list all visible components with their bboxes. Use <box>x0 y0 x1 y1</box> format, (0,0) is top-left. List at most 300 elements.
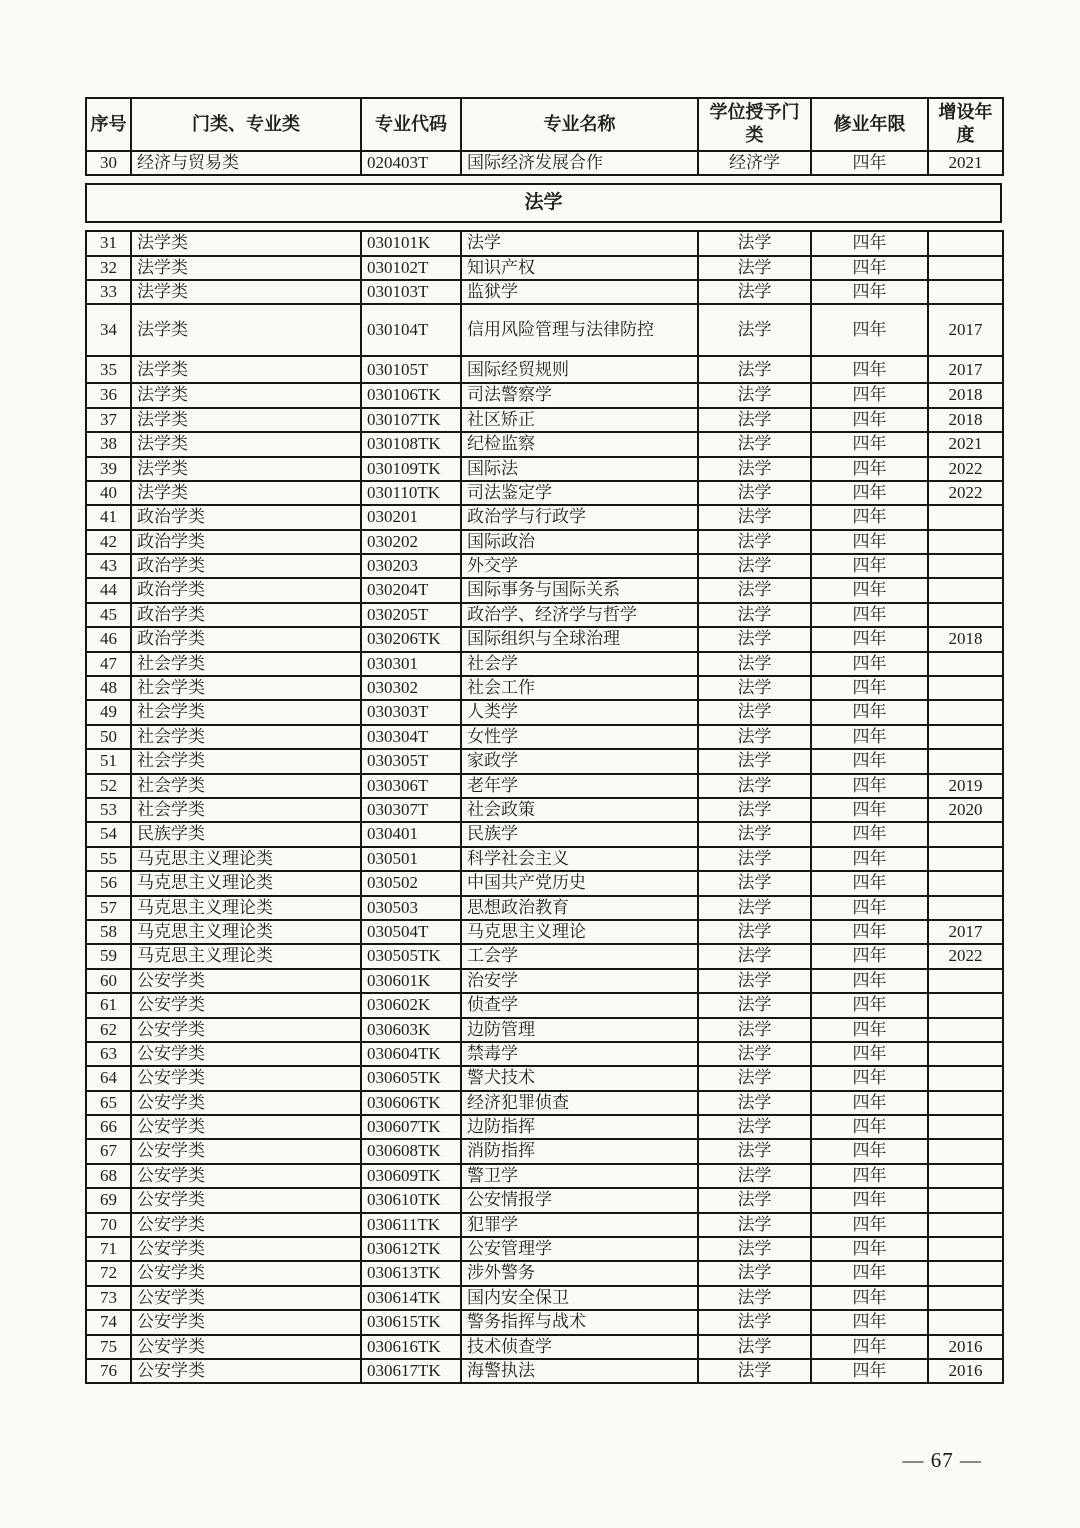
section-header-law: 法学 <box>85 183 1002 223</box>
row-degree: 法学 <box>698 896 811 920</box>
row-category: 政治学类 <box>131 578 361 602</box>
table-row <box>86 1018 1003 1042</box>
row-year-added <box>928 1018 1003 1042</box>
row-degree: 法学 <box>698 652 811 676</box>
row-category: 社会学类 <box>131 725 361 749</box>
row-category: 法学类 <box>131 408 361 432</box>
row-category: 经济与贸易类 <box>131 151 361 175</box>
row-category: 政治学类 <box>131 554 361 578</box>
row-years: 四年 <box>811 1139 928 1163</box>
row-name: 女性学 <box>461 725 698 749</box>
table-row <box>86 1261 1003 1285</box>
row-degree: 法学 <box>698 798 811 822</box>
row-year-added <box>928 578 1003 602</box>
row-year-added <box>928 1213 1003 1237</box>
row-degree: 法学 <box>698 1018 811 1042</box>
row-code: 030304T <box>361 725 461 749</box>
row-code: 030615TK <box>361 1310 461 1334</box>
col-header-code: 专业代码 <box>361 98 461 151</box>
row-number: 57 <box>86 896 131 920</box>
table-row <box>86 457 1003 481</box>
table-row <box>86 603 1003 627</box>
row-code: 030608TK <box>361 1139 461 1163</box>
row-code: 030401 <box>361 822 461 846</box>
row-name: 海警执法 <box>461 1359 698 1383</box>
row-name: 社会学 <box>461 652 698 676</box>
row-degree: 法学 <box>698 749 811 773</box>
row-category: 法学类 <box>131 481 361 505</box>
majors-table-main <box>85 230 1004 1384</box>
row-year-added: 2017 <box>928 920 1003 944</box>
row-year-added <box>928 652 1003 676</box>
table-row <box>86 700 1003 724</box>
row-name: 经济犯罪侦查 <box>461 1091 698 1115</box>
row-degree: 法学 <box>698 280 811 304</box>
table-row <box>86 1188 1003 1212</box>
row-years: 四年 <box>811 603 928 627</box>
table-row <box>86 578 1003 602</box>
row-category: 马克思主义理论类 <box>131 896 361 920</box>
row-code: 030106TK <box>361 383 461 407</box>
row-number: 71 <box>86 1237 131 1261</box>
row-name: 监狱学 <box>461 280 698 304</box>
row-code: 030108TK <box>361 432 461 456</box>
row-name: 警务指挥与战术 <box>461 1310 698 1334</box>
table-row <box>86 1213 1003 1237</box>
row-code: 030614TK <box>361 1286 461 1310</box>
row-years: 四年 <box>811 1018 928 1042</box>
row-degree: 法学 <box>698 847 811 871</box>
row-year-added <box>928 676 1003 700</box>
row-year-added: 2016 <box>928 1359 1003 1383</box>
row-years: 四年 <box>811 993 928 1017</box>
row-years: 四年 <box>811 505 928 529</box>
row-category: 公安学类 <box>131 1261 361 1285</box>
row-years: 四年 <box>811 1237 928 1261</box>
row-years: 四年 <box>811 304 928 356</box>
table-row <box>86 304 1003 356</box>
row-degree: 法学 <box>698 356 811 383</box>
row-code: 030206TK <box>361 627 461 651</box>
row-years: 四年 <box>811 408 928 432</box>
row-year-added <box>928 1188 1003 1212</box>
row-number: 50 <box>86 725 131 749</box>
row-category: 社会学类 <box>131 676 361 700</box>
row-year-added <box>928 871 1003 895</box>
row-category: 公安学类 <box>131 1164 361 1188</box>
table-row <box>86 871 1003 895</box>
row-degree: 法学 <box>698 725 811 749</box>
table-row <box>86 993 1003 1017</box>
row-degree: 法学 <box>698 603 811 627</box>
row-year-added: 2018 <box>928 408 1003 432</box>
row-year-added <box>928 554 1003 578</box>
row-year-added <box>928 1164 1003 1188</box>
row-name: 工会学 <box>461 944 698 968</box>
row-name: 国际政治 <box>461 530 698 554</box>
row-name: 警卫学 <box>461 1164 698 1188</box>
row-year-added <box>928 603 1003 627</box>
row-degree: 法学 <box>698 432 811 456</box>
row-year-added <box>928 969 1003 993</box>
row-category: 马克思主义理论类 <box>131 944 361 968</box>
table-row <box>86 383 1003 407</box>
row-name: 外交学 <box>461 554 698 578</box>
row-number: 72 <box>86 1261 131 1285</box>
row-code: 030503 <box>361 896 461 920</box>
majors-table-top <box>85 97 1004 176</box>
row-degree: 法学 <box>698 993 811 1017</box>
row-number: 56 <box>86 871 131 895</box>
row-code: 030604TK <box>361 1042 461 1066</box>
row-number: 33 <box>86 280 131 304</box>
row-year-added: 2017 <box>928 304 1003 356</box>
row-number: 51 <box>86 749 131 773</box>
row-name: 社会政策 <box>461 798 698 822</box>
row-year-added <box>928 1042 1003 1066</box>
row-number: 64 <box>86 1066 131 1090</box>
row-name: 涉外警务 <box>461 1261 698 1285</box>
row-years: 四年 <box>811 578 928 602</box>
table-row <box>86 774 1003 798</box>
row-years: 四年 <box>811 1213 928 1237</box>
row-number: 58 <box>86 920 131 944</box>
row-name: 司法鉴定学 <box>461 481 698 505</box>
row-name: 技术侦查学 <box>461 1335 698 1359</box>
table-row <box>86 1139 1003 1163</box>
row-year-added <box>928 1115 1003 1139</box>
row-name: 国内安全保卫 <box>461 1286 698 1310</box>
row-years: 四年 <box>811 652 928 676</box>
row-name: 边防指挥 <box>461 1115 698 1139</box>
table-row <box>86 652 1003 676</box>
row-code: 030601K <box>361 969 461 993</box>
row-code: 030102T <box>361 256 461 280</box>
row-years: 四年 <box>811 1042 928 1066</box>
row-number: 67 <box>86 1139 131 1163</box>
table-row <box>86 554 1003 578</box>
table-row <box>86 1091 1003 1115</box>
col-header-category: 门类、专业类 <box>131 98 361 151</box>
row-category: 公安学类 <box>131 969 361 993</box>
row-year-added: 2021 <box>928 432 1003 456</box>
row-number: 40 <box>86 481 131 505</box>
row-code: 030201 <box>361 505 461 529</box>
row-number: 63 <box>86 1042 131 1066</box>
row-name: 知识产权 <box>461 256 698 280</box>
row-degree: 法学 <box>698 1091 811 1115</box>
row-degree: 法学 <box>698 822 811 846</box>
row-code: 030205T <box>361 603 461 627</box>
row-number: 48 <box>86 676 131 700</box>
row-name: 纪检监察 <box>461 432 698 456</box>
row-number: 31 <box>86 231 131 255</box>
row-category: 法学类 <box>131 356 361 383</box>
row-number: 73 <box>86 1286 131 1310</box>
row-code: 030101K <box>361 231 461 255</box>
table-row <box>86 920 1003 944</box>
row-number: 45 <box>86 603 131 627</box>
row-degree: 法学 <box>698 256 811 280</box>
row-number: 59 <box>86 944 131 968</box>
row-number: 75 <box>86 1335 131 1359</box>
table-row <box>86 725 1003 749</box>
col-header-name: 专业名称 <box>461 98 698 151</box>
row-name: 民族学 <box>461 822 698 846</box>
row-degree: 法学 <box>698 231 811 255</box>
row-number: 70 <box>86 1213 131 1237</box>
table-row <box>86 432 1003 456</box>
row-category: 公安学类 <box>131 1188 361 1212</box>
row-code: 030612TK <box>361 1237 461 1261</box>
table-row <box>86 356 1003 383</box>
row-code: 030501 <box>361 847 461 871</box>
row-name: 侦查学 <box>461 993 698 1017</box>
row-years: 四年 <box>811 530 928 554</box>
row-name: 人类学 <box>461 700 698 724</box>
table-header-row <box>86 98 1003 151</box>
row-years: 四年 <box>811 231 928 255</box>
row-code: 030504T <box>361 920 461 944</box>
row-years: 四年 <box>811 1261 928 1285</box>
row-year-added <box>928 725 1003 749</box>
row-name: 消防指挥 <box>461 1139 698 1163</box>
row-year-added: 2019 <box>928 774 1003 798</box>
row-number: 76 <box>86 1359 131 1383</box>
row-degree: 法学 <box>698 1115 811 1139</box>
row-years: 四年 <box>811 1091 928 1115</box>
row-number: 54 <box>86 822 131 846</box>
row-years: 四年 <box>811 280 928 304</box>
row-name: 思想政治教育 <box>461 896 698 920</box>
row-year-added <box>928 700 1003 724</box>
row-name: 社会工作 <box>461 676 698 700</box>
row-year-added <box>928 1139 1003 1163</box>
row-degree: 法学 <box>698 1286 811 1310</box>
table-row <box>86 280 1003 304</box>
table-row <box>86 896 1003 920</box>
row-category: 法学类 <box>131 256 361 280</box>
row-name: 国际经济发展合作 <box>461 151 698 175</box>
row-year-added <box>928 1261 1003 1285</box>
row-year-added <box>928 256 1003 280</box>
row-number: 66 <box>86 1115 131 1139</box>
row-years: 四年 <box>811 356 928 383</box>
row-year-added <box>928 847 1003 871</box>
row-code: 030602K <box>361 993 461 1017</box>
row-degree: 法学 <box>698 676 811 700</box>
row-category: 马克思主义理论类 <box>131 871 361 895</box>
row-code: 030603K <box>361 1018 461 1042</box>
row-degree: 法学 <box>698 408 811 432</box>
row-number: 53 <box>86 798 131 822</box>
row-degree: 法学 <box>698 627 811 651</box>
row-years: 四年 <box>811 749 928 773</box>
row-number: 55 <box>86 847 131 871</box>
row-years: 四年 <box>811 1335 928 1359</box>
row-years: 四年 <box>811 774 928 798</box>
row-year-added <box>928 1066 1003 1090</box>
row-degree: 法学 <box>698 1310 811 1334</box>
row-year-added <box>928 1091 1003 1115</box>
row-number: 38 <box>86 432 131 456</box>
table-row <box>86 1042 1003 1066</box>
row-years: 四年 <box>811 151 928 175</box>
col-header-index: 序号 <box>86 98 131 151</box>
row-name: 中国共产党历史 <box>461 871 698 895</box>
row-number: 30 <box>86 151 131 175</box>
row-category: 政治学类 <box>131 505 361 529</box>
row-year-added: 2018 <box>928 383 1003 407</box>
row-year-added: 2020 <box>928 798 1003 822</box>
row-degree: 法学 <box>698 505 811 529</box>
row-years: 四年 <box>811 822 928 846</box>
row-category: 公安学类 <box>131 1359 361 1383</box>
row-name: 国际法 <box>461 457 698 481</box>
majors-table-area <box>85 97 1002 1384</box>
row-degree: 法学 <box>698 1066 811 1090</box>
row-name: 治安学 <box>461 969 698 993</box>
row-year-added <box>928 822 1003 846</box>
row-code: 030202 <box>361 530 461 554</box>
row-degree: 法学 <box>698 304 811 356</box>
row-years: 四年 <box>811 1066 928 1090</box>
row-number: 61 <box>86 993 131 1017</box>
row-year-added <box>928 280 1003 304</box>
row-category: 法学类 <box>131 280 361 304</box>
col-header-year-added: 增设年度 <box>928 98 1003 151</box>
row-number: 43 <box>86 554 131 578</box>
row-code: 030609TK <box>361 1164 461 1188</box>
row-code: 030105T <box>361 356 461 383</box>
row-year-added: 2017 <box>928 356 1003 383</box>
row-years: 四年 <box>811 969 928 993</box>
row-number: 44 <box>86 578 131 602</box>
table-row <box>86 944 1003 968</box>
row-years: 四年 <box>811 847 928 871</box>
row-number: 65 <box>86 1091 131 1115</box>
row-name: 警犬技术 <box>461 1066 698 1090</box>
row-category: 公安学类 <box>131 1213 361 1237</box>
table-row <box>86 1237 1003 1261</box>
row-number: 74 <box>86 1310 131 1334</box>
row-code: 030203 <box>361 554 461 578</box>
table-row <box>86 1115 1003 1139</box>
table-row <box>86 151 1003 175</box>
table-row <box>86 749 1003 773</box>
row-number: 46 <box>86 627 131 651</box>
row-category: 法学类 <box>131 383 361 407</box>
table-row <box>86 1164 1003 1188</box>
row-year-added <box>928 993 1003 1017</box>
row-category: 社会学类 <box>131 652 361 676</box>
row-code: 030611TK <box>361 1213 461 1237</box>
row-code: 030302 <box>361 676 461 700</box>
row-code: 030607TK <box>361 1115 461 1139</box>
row-degree: 法学 <box>698 1188 811 1212</box>
row-category: 法学类 <box>131 304 361 356</box>
row-number: 69 <box>86 1188 131 1212</box>
row-years: 四年 <box>811 676 928 700</box>
row-category: 法学类 <box>131 432 361 456</box>
row-name: 公安情报学 <box>461 1188 698 1212</box>
row-years: 四年 <box>811 627 928 651</box>
row-category: 公安学类 <box>131 1237 361 1261</box>
row-name: 法学 <box>461 231 698 255</box>
row-degree: 法学 <box>698 481 811 505</box>
row-category: 马克思主义理论类 <box>131 920 361 944</box>
row-category: 公安学类 <box>131 1139 361 1163</box>
row-years: 四年 <box>811 1115 928 1139</box>
row-code: 030605TK <box>361 1066 461 1090</box>
row-number: 42 <box>86 530 131 554</box>
row-category: 社会学类 <box>131 798 361 822</box>
row-number: 32 <box>86 256 131 280</box>
row-name: 政治学与行政学 <box>461 505 698 529</box>
row-years: 四年 <box>811 896 928 920</box>
row-years: 四年 <box>811 481 928 505</box>
row-year-added: 2022 <box>928 481 1003 505</box>
row-year-added <box>928 530 1003 554</box>
row-category: 公安学类 <box>131 1310 361 1334</box>
row-degree: 法学 <box>698 1237 811 1261</box>
row-number: 34 <box>86 304 131 356</box>
row-years: 四年 <box>811 798 928 822</box>
row-years: 四年 <box>811 1310 928 1334</box>
row-number: 62 <box>86 1018 131 1042</box>
row-degree: 法学 <box>698 554 811 578</box>
row-code: 030307T <box>361 798 461 822</box>
row-name: 信用风险管理与法律防控 <box>461 304 698 356</box>
row-category: 民族学类 <box>131 822 361 846</box>
row-name: 公安管理学 <box>461 1237 698 1261</box>
table-row <box>86 1359 1003 1383</box>
row-degree: 经济学 <box>698 151 811 175</box>
row-name: 司法警察学 <box>461 383 698 407</box>
row-year-added <box>928 1286 1003 1310</box>
col-header-years: 修业年限 <box>811 98 928 151</box>
col-header-degree: 学位授予门类 <box>698 98 811 151</box>
row-degree: 法学 <box>698 1335 811 1359</box>
row-degree: 法学 <box>698 1261 811 1285</box>
row-category: 公安学类 <box>131 993 361 1017</box>
row-category: 政治学类 <box>131 627 361 651</box>
row-code: 030617TK <box>361 1359 461 1383</box>
row-year-added <box>928 896 1003 920</box>
row-years: 四年 <box>811 944 928 968</box>
row-degree: 法学 <box>698 871 811 895</box>
row-degree: 法学 <box>698 944 811 968</box>
row-code: 020403T <box>361 151 461 175</box>
row-code: 030109TK <box>361 457 461 481</box>
row-code: 030502 <box>361 871 461 895</box>
row-number: 60 <box>86 969 131 993</box>
row-years: 四年 <box>811 554 928 578</box>
page-number: — 67 — <box>902 1448 982 1472</box>
table-row <box>86 847 1003 871</box>
row-category: 公安学类 <box>131 1066 361 1090</box>
row-years: 四年 <box>811 920 928 944</box>
row-degree: 法学 <box>698 774 811 798</box>
row-degree: 法学 <box>698 1042 811 1066</box>
row-category: 公安学类 <box>131 1115 361 1139</box>
row-code: 030305T <box>361 749 461 773</box>
row-degree: 法学 <box>698 457 811 481</box>
table-row <box>86 1335 1003 1359</box>
table-row <box>86 1286 1003 1310</box>
row-name: 社区矫正 <box>461 408 698 432</box>
row-category: 政治学类 <box>131 530 361 554</box>
